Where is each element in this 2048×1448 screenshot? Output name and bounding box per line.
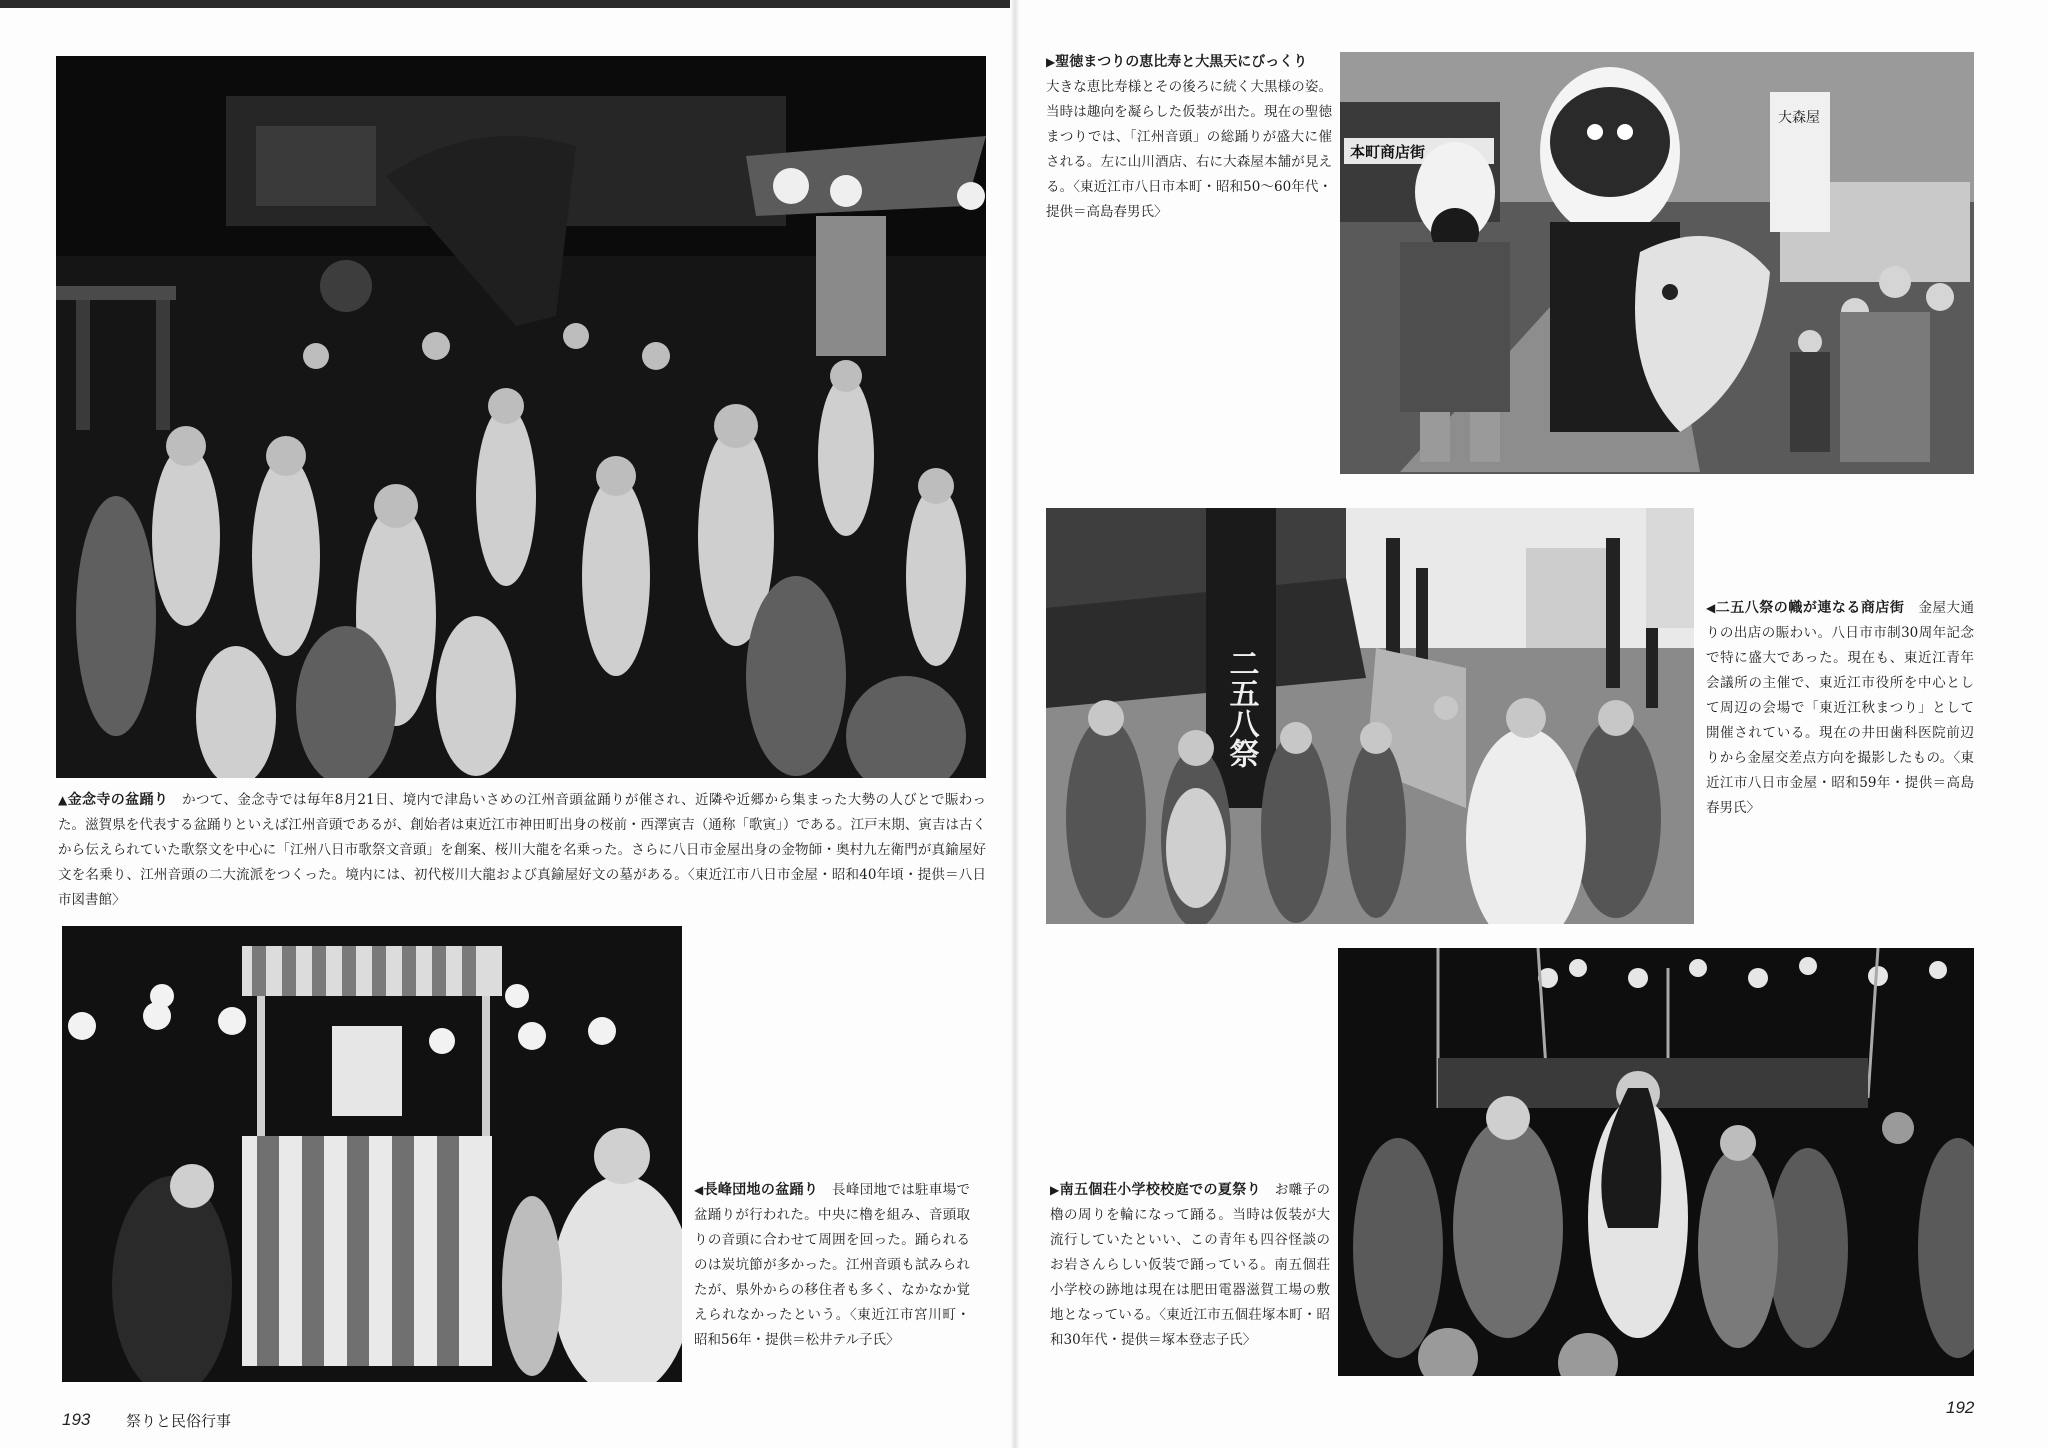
caption-body: かつて、金念寺では毎年8月21日、境内で津島いさめの江州音頭盆踊りが催され、近隣や近郷から集まった大勢の人びとで賑わった。滋賀県を代表する盆踊りといえば江州音頭であるが、創始者は東近江市神田町出身の桜前・西澤寅吉（通称「歌寅」）である。江戸末期、寅吉は古くから伝えられていた歌祭文を中心に「江州八日市歌祭文音頭」を創案、桜川大龍を名乗った。さらに八日市金屋出身の金物師・奥村九左衛門が真鍮屋好文を名乗り、江州音頭の二大流派をつくった。境内には、初代桜川大龍および真鍮屋好文の墓がある。〈東近江市八日市金屋・昭和40年頃・提供＝八日市図書館〉 [58,792,987,908]
caption-marker: ◀ [1706,601,1716,615]
running-head: 祭りと民俗行事 [126,1412,232,1430]
top-edge-band [0,0,1020,8]
caption-title: 聖徳まつりの恵比寿と大黒天にびっくり [1055,54,1308,70]
banner-nigohachi: 二五八祭 [1223,648,1259,768]
caption-body: 長峰団地では駐車場で盆踊りが行われた。中央に櫓を組み、音頭取りの音頭に合わせて周囲を回った。踊られるのは炭坑節が多かった。江州音頭も試みられたが、県外からの移住者も多く、なかなか覚えられなかったという。〈東近江市宮川町・昭和56年・提供＝松井テル子氏〉 [694,1182,971,1348]
caption-minamigoko [1050,1178,1330,1353]
caption-nagamine [694,1178,970,1353]
photo-kinnenji-bon-odori [56,56,986,778]
caption-marker: ▲ [58,793,68,807]
caption-kinnenji [58,788,986,913]
caption-title: 金念寺の盆踊り [67,792,169,808]
caption-title: 長峰団地の盆踊り [703,1182,819,1198]
photo-nagamine-danchi-bon-odori [62,926,682,1382]
photo-shotoku-matsuri [1340,52,1974,474]
caption-marker: ▶ [1050,1183,1060,1197]
page-number-right: 192 [1946,1398,1975,1417]
caption-body: 金屋大通りの出店の賑わい。八日市市制30周年記念で特に盛大であった。現在も、東近江青年会議所の主催で、東近江市役所を中心として周辺の会場で「東近江秋まつり」として開催されている。現在の井田歯科医院前辺りから金屋交差点方向を撮影したもの。〈東近江市八日市金屋・昭和59年・提供＝高島春男氏〉 [1706,600,1975,816]
book-gutter [1010,0,1020,1448]
caption-body: お囃子の櫓の周りを輪になって踊る。当時は仮装が大流行していたといい、この青年も四谷怪談のお岩さんらしい仮装で踊っている。南五個荘小学校の跡地は現在は肥田電器滋賀工場の敷地となっている。〈東近江市五個荘塚本町・昭和30年代・提供＝塚本登志子氏〉 [1050,1182,1331,1348]
sign-omoriya: 大森屋 [1778,110,1820,126]
caption-shotoku [1046,50,1332,225]
caption-body: 大きな恵比寿様とその後ろに続く大黒様の姿。当時は趣向を凝らした仮装が出た。現在の聖徳まつりでは、「江州音頭」の総踊りが盛大に催される。左に山川酒店、右に大森屋本舗が見える。〈東近江市八日市本町・昭和50～60年代・提供＝高島春男氏〉 [1046,79,1332,220]
caption-title: 二五八祭の幟が連なる商店街 [1715,600,1905,616]
page-number-left: 193 [62,1410,91,1429]
sign-hommachi: 本町商店街 [1350,143,1426,161]
caption-nigohachi [1706,596,1974,821]
photo-minamigoko-natsumatsuri [1338,948,1974,1376]
caption-marker: ◀ [694,1183,704,1197]
caption-marker: ▶ [1046,55,1056,69]
caption-title: 南五個荘小学校校庭での夏祭り [1059,1182,1261,1198]
photo-nigohachi-matsuri [1046,508,1694,924]
